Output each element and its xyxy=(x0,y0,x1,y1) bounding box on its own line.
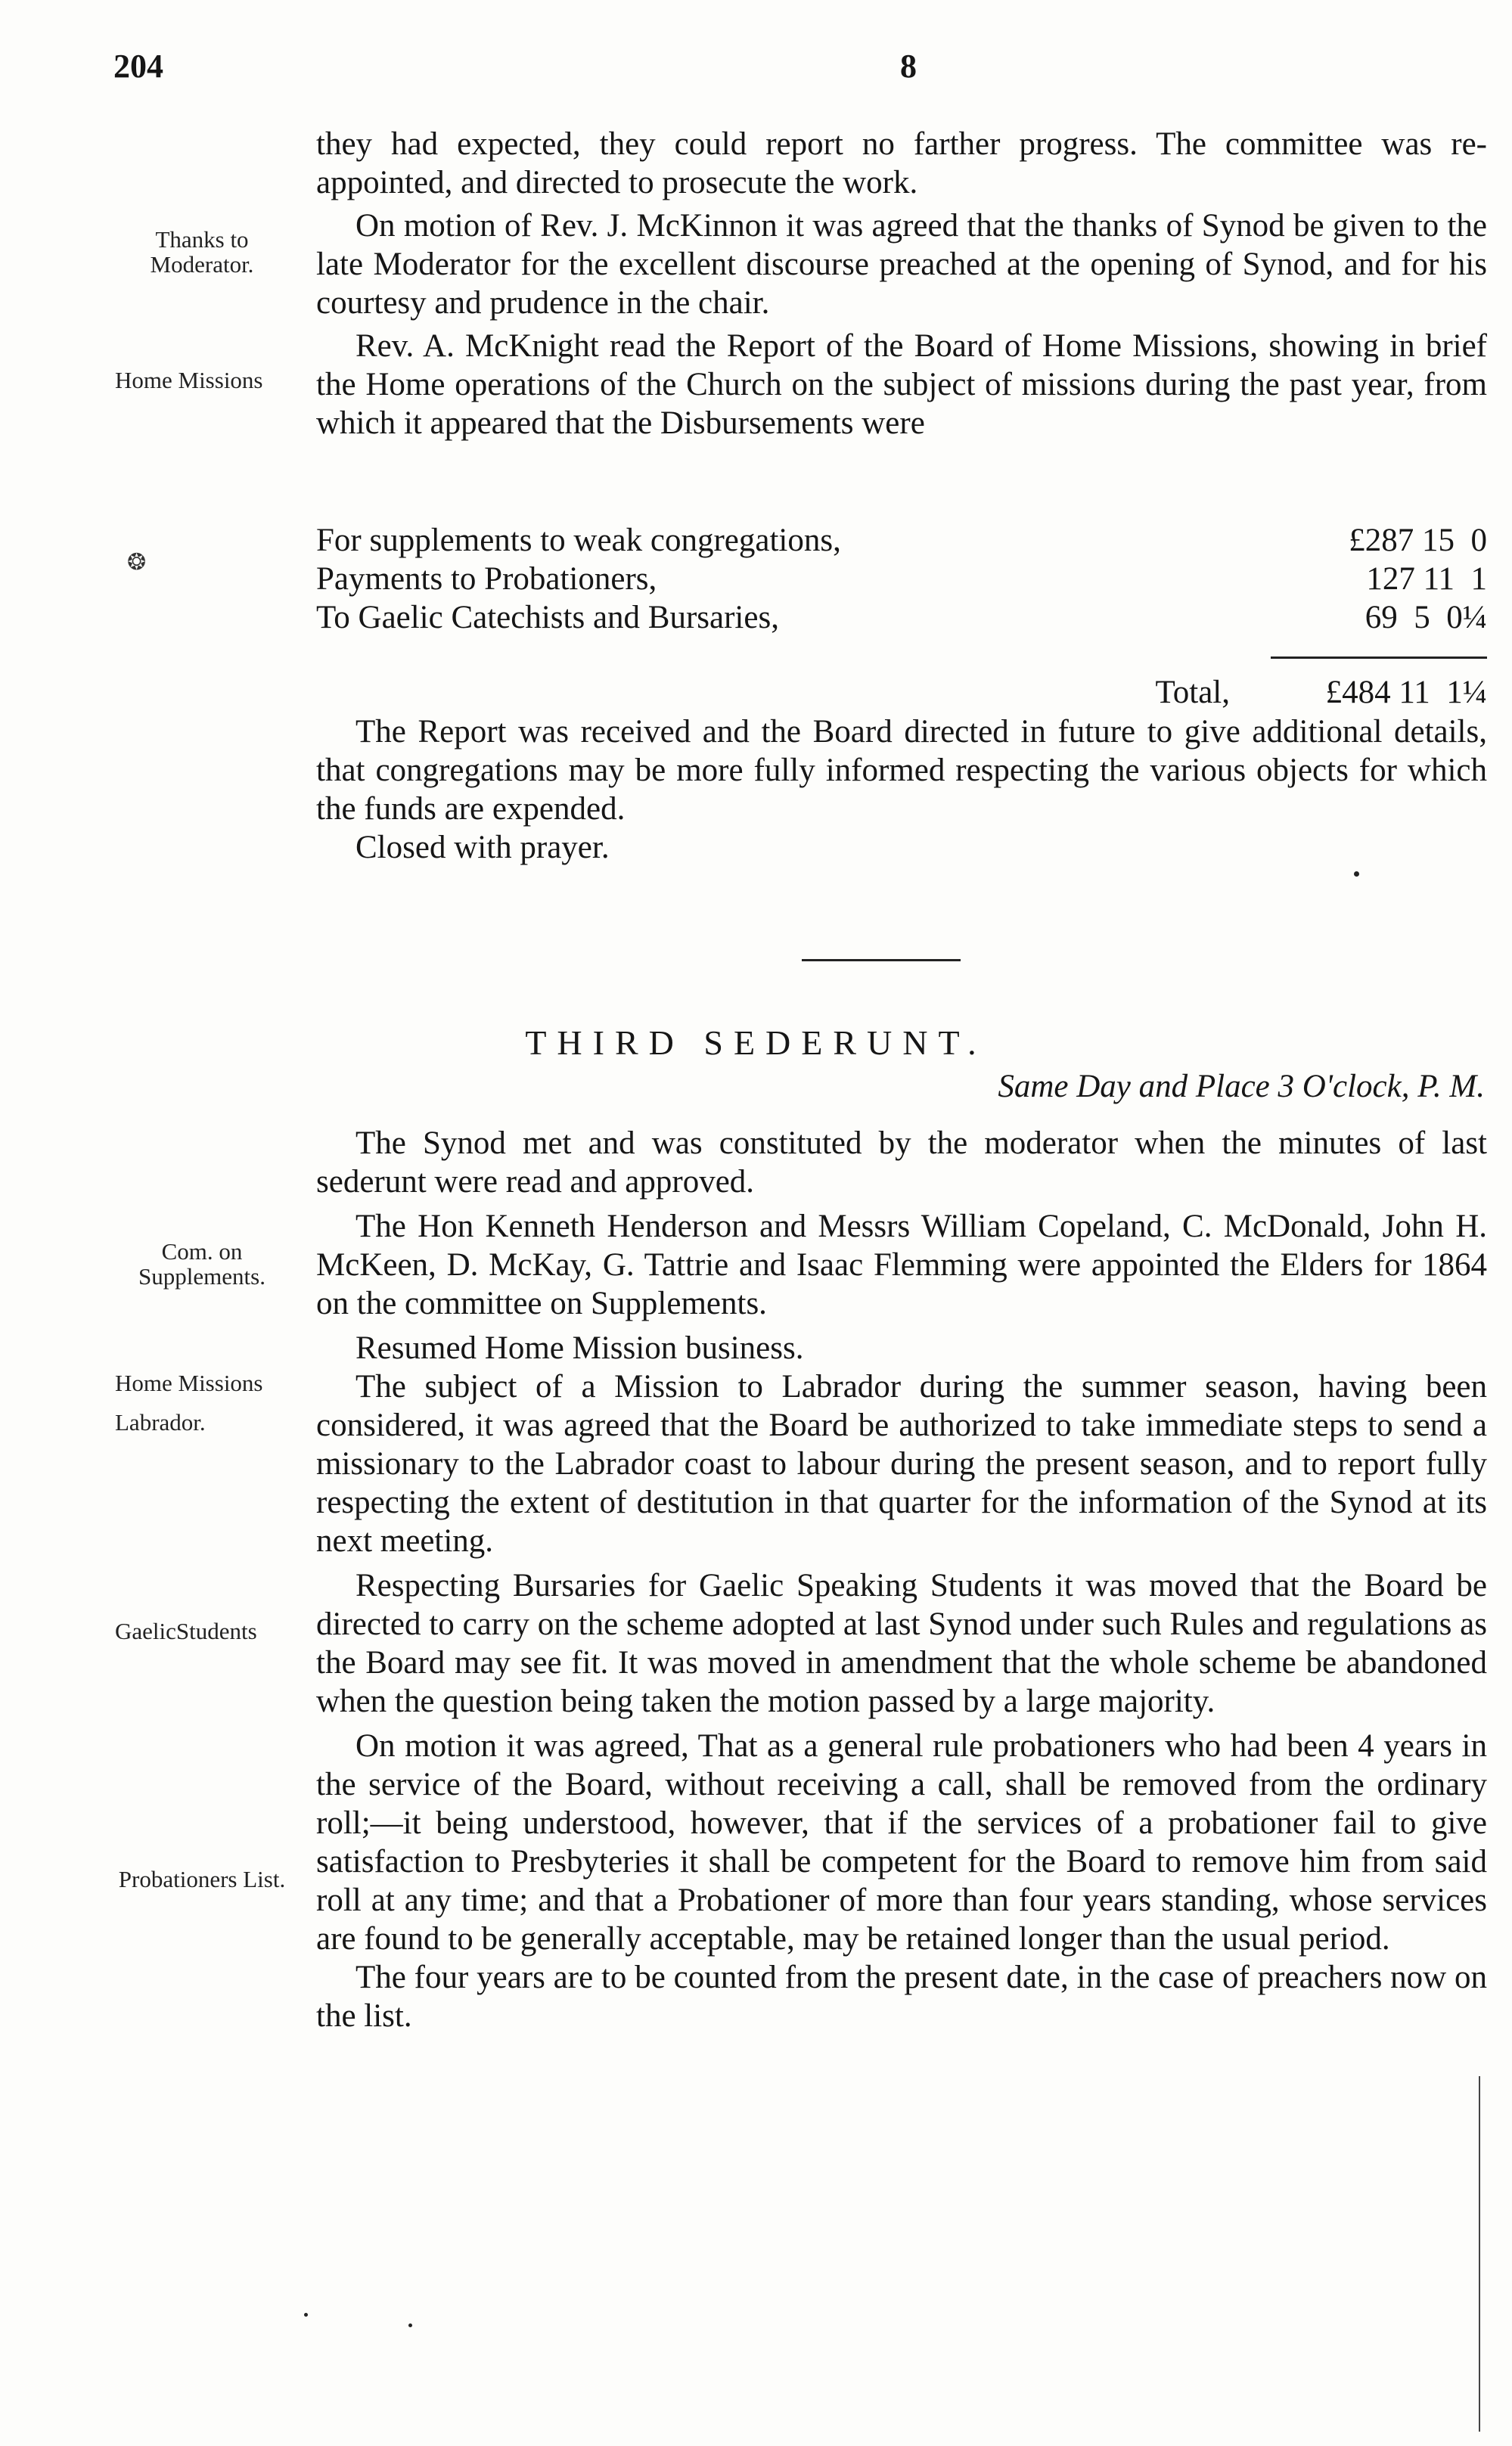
disbursement-row xyxy=(316,521,1487,560)
disbursement-row xyxy=(316,560,1487,598)
paragraph-four-years: The four years are to be counted from the present date, in the case of preachers now on the list. xyxy=(316,1960,1487,2034)
text-block-3 xyxy=(316,1124,1487,2035)
section-divider xyxy=(802,959,961,961)
margin-note-gaelic: GaelicStudents xyxy=(115,1618,257,1644)
total-line xyxy=(316,673,1487,712)
paragraph-committee: they had expected, they could report no farther progress. The committee was re-appointed, and directed to prosecute the work. xyxy=(316,126,1487,200)
margin-note-thanks-text: Thanks to Moderator. xyxy=(150,226,254,278)
disbursement-label: To Gaelic Catechists and Bursaries, xyxy=(316,600,779,635)
paragraph-gaelic-students: Respecting Bursaries for Gaelic Speaking Students it was moved that the Board be directed to carry on the scheme adopted at last Synod under such Rules and regulations as the Board may see fit. It was moved in amendment that the whole scheme be abandoned when the question being taken the motion passed by a large majority. xyxy=(316,1568,1487,1719)
section-subheading: Same Day and Place 3 O'clock, P. M. xyxy=(998,1069,1485,1104)
paragraph-home-missions-report: Rev. A. McKnight read the Report of the Board of Home Missions, showing in brief the Home operations of the Church on the subject of missions during the past year, from which it appeared that the Disbursements were xyxy=(316,328,1487,441)
signature-mark: 8 xyxy=(900,48,917,85)
disbursement-amount: 69 5 0¼ xyxy=(1365,600,1487,635)
margin-note-com-supplements xyxy=(115,1239,319,1289)
page-number: 204 xyxy=(113,48,163,85)
margin-note-probationers xyxy=(115,1867,319,1892)
disbursement-amount: £287 15 0 xyxy=(1349,523,1487,558)
margin-note-home-missions-2: Home Missions xyxy=(115,1370,263,1396)
paragraph-closed-prayer: Closed with prayer. xyxy=(355,830,610,865)
margin-note-probationers-text: Probationers List. xyxy=(118,1866,286,1892)
margin-note-com-supplements-text: Com. on Supplements. xyxy=(138,1238,265,1290)
paragraph-probationers: On motion it was agreed, That as a general rule probationers who had been 4 years in the service of the Board, without receiving a call, shall be removed from the ordinary roll;—it being understood, however, that if the services of a probationer fail to give satisfaction to Presbyteries it shall be competent for the Board to remove him from said roll at any time; and that a Probationer of more than four years standing, whose services are found to be generally acceptable, may be retained longer than the usual period. xyxy=(316,1728,1487,1957)
disbursement-row xyxy=(316,598,1487,637)
section-heading: THIRD SEDERUNT. xyxy=(525,1023,987,1062)
total-amount: £484 11 1¼ xyxy=(1325,675,1487,710)
disbursement-amount: 127 11 1 xyxy=(1366,561,1487,597)
disbursements-table xyxy=(316,521,1487,637)
margin-note-home-missions: Home Missions xyxy=(115,367,263,393)
ink-speck xyxy=(304,2313,308,2317)
paragraph-elders-appointed: The Hon Kenneth Henderson and Messrs William Copeland, C. McDonald, John H. McKeen, D. McKay, G. Tattrie and Isaac Flemming were appointed the Elders for 1864 on the committee on Supplements. xyxy=(316,1209,1487,1321)
ink-speck xyxy=(1354,871,1359,877)
margin-note-labrador: Labrador. xyxy=(115,1409,206,1436)
paragraph-thanks: On motion of Rev. J. McKinnon it was agreed that the thanks of Synod be given to the late Moderator for the excellent discourse preached at the opening of Synod, and for his courtesy and prudence in the chair. xyxy=(316,208,1487,321)
total-row xyxy=(316,673,1487,712)
paragraph-resumed: Resumed Home Mission business. xyxy=(355,1330,804,1366)
disbursement-label: For supplements to weak congregations, xyxy=(316,523,841,558)
margin-edge-line xyxy=(1479,2076,1480,2432)
ink-speck xyxy=(408,2323,412,2327)
margin-note-thanks xyxy=(115,227,319,277)
ornament-icon: ❂ xyxy=(127,550,147,575)
text-block-1 xyxy=(316,125,1487,442)
paragraph-synod-met: The Synod met and was constituted by the moderator when the minutes of last sederunt were read and approved. xyxy=(316,1125,1487,1200)
paragraph-labrador: The subject of a Mission to Labrador during the summer season, having been considered, it was agreed that the Board be authorized to take immediate steps to send a missionary to the Labrador coast to labour during the present season, and to report fully respecting the extent of destitution in that quarter for the information of the Synod at its next meeting. xyxy=(316,1369,1487,1559)
text-block-2 xyxy=(316,712,1487,867)
disbursement-label: Payments to Probationers, xyxy=(316,561,657,597)
total-rule xyxy=(1271,657,1487,659)
total-label: Total, xyxy=(1155,675,1230,710)
paragraph-report-received: The Report was received and the Board directed in future to give additional details, that congregations may be more fully informed respecting the various objects for which the funds are expended. xyxy=(316,714,1487,827)
